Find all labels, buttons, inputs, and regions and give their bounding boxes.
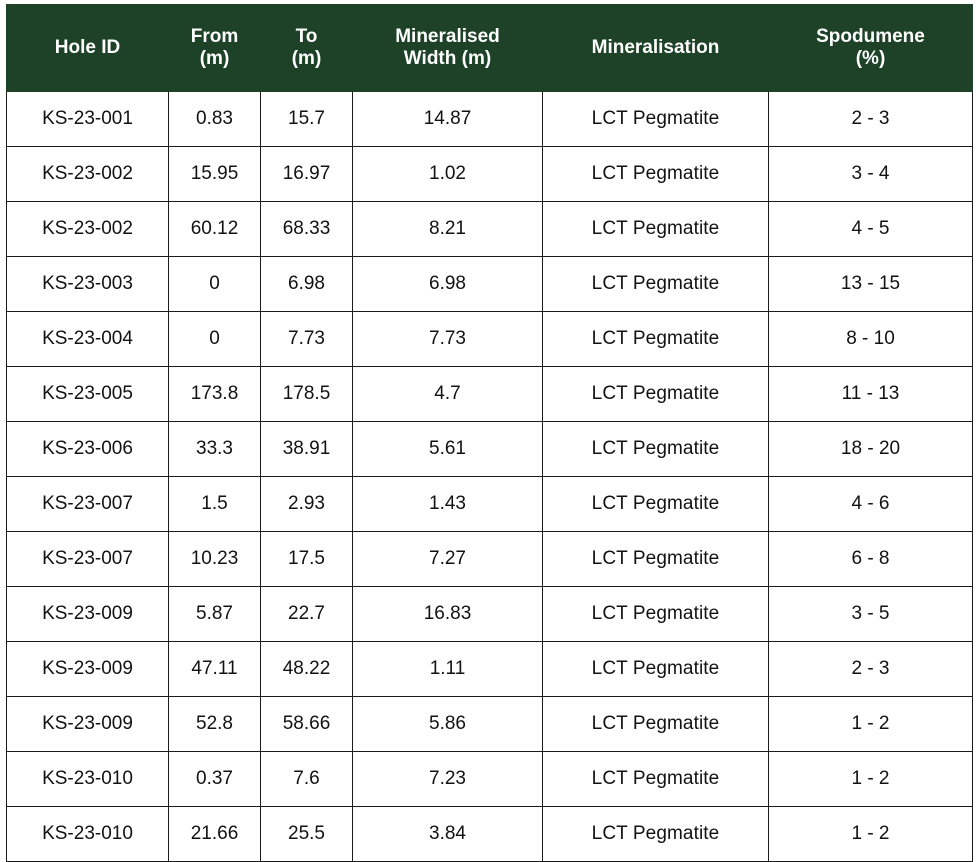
cell-to: 15.7 [261,92,353,147]
cell-to: 7.73 [261,312,353,367]
column-header-hole-id-label: Hole ID [54,37,121,59]
cell-from: 0 [169,312,261,367]
cell-spodumene: 1 - 2 [769,752,973,807]
table-row [7,697,973,752]
cell-hole-id: KS-23-001 [7,92,169,147]
cell-mineralised-width: 3.84 [353,807,543,862]
cell-to: 7.6 [261,752,353,807]
drill-results-table [6,4,973,862]
cell-spodumene: 8 - 10 [769,312,973,367]
cell-hole-id: KS-23-010 [7,752,169,807]
cell-hole-id: KS-23-007 [7,532,169,587]
cell-spodumene: 4 - 6 [769,477,973,532]
cell-hole-id: KS-23-009 [7,697,169,752]
cell-hole-id: KS-23-009 [7,642,169,697]
column-header-spodumene-label: Spodumene [816,26,925,48]
cell-hole-id: KS-23-002 [7,147,169,202]
cell-mineralisation: LCT Pegmatite [543,587,769,642]
cell-spodumene: 6 - 8 [769,532,973,587]
cell-to: 2.93 [261,477,353,532]
cell-from: 10.23 [169,532,261,587]
cell-spodumene: 3 - 4 [769,147,973,202]
cell-mineralised-width: 5.86 [353,697,543,752]
cell-hole-id: KS-23-005 [7,367,169,422]
column-header-to-label: To [295,26,318,48]
cell-mineralisation: LCT Pegmatite [543,752,769,807]
cell-mineralisation: LCT Pegmatite [543,477,769,532]
cell-hole-id: KS-23-003 [7,257,169,312]
table-row [7,147,973,202]
cell-hole-id: KS-23-004 [7,312,169,367]
cell-mineralised-width: 4.7 [353,367,543,422]
table-row [7,312,973,367]
cell-to: 17.5 [261,532,353,587]
cell-from: 21.66 [169,807,261,862]
cell-from: 173.8 [169,367,261,422]
cell-mineralised-width: 7.73 [353,312,543,367]
cell-to: 22.7 [261,587,353,642]
cell-mineralisation: LCT Pegmatite [543,422,769,477]
cell-hole-id: KS-23-002 [7,202,169,257]
cell-to: 48.22 [261,642,353,697]
cell-mineralisation: LCT Pegmatite [543,697,769,752]
cell-hole-id: KS-23-007 [7,477,169,532]
cell-from: 15.95 [169,147,261,202]
column-header-mineralisation-label: Mineralisation [591,37,720,59]
cell-mineralised-width: 14.87 [353,92,543,147]
cell-hole-id: KS-23-006 [7,422,169,477]
cell-mineralisation: LCT Pegmatite [543,312,769,367]
column-header-mineralised-width-label: Mineralised [395,26,500,48]
table-header-row [7,5,973,92]
cell-from: 0.83 [169,92,261,147]
cell-from: 60.12 [169,202,261,257]
cell-mineralised-width: 5.61 [353,422,543,477]
cell-to: 6.98 [261,257,353,312]
table-row [7,587,973,642]
cell-mineralised-width: 6.98 [353,257,543,312]
table-row [7,422,973,477]
column-header-to [261,5,353,92]
cell-spodumene: 11 - 13 [769,367,973,422]
cell-from: 5.87 [169,587,261,642]
table-body [7,92,973,862]
cell-spodumene: 1 - 2 [769,807,973,862]
column-header-from [169,5,261,92]
column-header-mineralisation [543,5,769,92]
cell-from: 52.8 [169,697,261,752]
cell-mineralised-width: 8.21 [353,202,543,257]
cell-mineralisation: LCT Pegmatite [543,807,769,862]
cell-spodumene: 13 - 15 [769,257,973,312]
table-row [7,807,973,862]
cell-mineralised-width: 1.43 [353,477,543,532]
cell-mineralisation: LCT Pegmatite [543,92,769,147]
table-row [7,477,973,532]
cell-mineralisation: LCT Pegmatite [543,367,769,422]
table-row [7,532,973,587]
column-header-from-label: From [190,26,239,48]
column-header-mineralised-width [353,5,543,92]
cell-to: 25.5 [261,807,353,862]
cell-mineralisation: LCT Pegmatite [543,147,769,202]
cell-hole-id: KS-23-009 [7,587,169,642]
cell-mineralised-width: 1.11 [353,642,543,697]
column-header-to-unit: (m) [291,48,322,69]
table-row [7,367,973,422]
cell-mineralised-width: 7.23 [353,752,543,807]
cell-from: 0.37 [169,752,261,807]
column-header-hole-id [7,5,169,92]
cell-to: 68.33 [261,202,353,257]
cell-spodumene: 18 - 20 [769,422,973,477]
cell-to: 16.97 [261,147,353,202]
table-row [7,642,973,697]
cell-mineralised-width: 1.02 [353,147,543,202]
cell-hole-id: KS-23-010 [7,807,169,862]
cell-spodumene: 2 - 3 [769,92,973,147]
cell-mineralised-width: 7.27 [353,532,543,587]
table-row [7,752,973,807]
cell-mineralisation: LCT Pegmatite [543,532,769,587]
table-row [7,202,973,257]
cell-spodumene: 4 - 5 [769,202,973,257]
table-header [7,5,973,92]
cell-spodumene: 3 - 5 [769,587,973,642]
cell-from: 1.5 [169,477,261,532]
cell-from: 33.3 [169,422,261,477]
cell-mineralisation: LCT Pegmatite [543,642,769,697]
cell-to: 178.5 [261,367,353,422]
cell-mineralised-width: 16.83 [353,587,543,642]
cell-to: 38.91 [261,422,353,477]
cell-mineralisation: LCT Pegmatite [543,257,769,312]
cell-mineralisation: LCT Pegmatite [543,202,769,257]
table-row [7,257,973,312]
column-header-mineralised-width-unit: Width (m) [403,48,492,69]
cell-from: 0 [169,257,261,312]
column-header-from-unit: (m) [199,48,230,69]
cell-from: 47.11 [169,642,261,697]
column-header-spodumene [769,5,973,92]
table-row [7,92,973,147]
cell-spodumene: 2 - 3 [769,642,973,697]
column-header-spodumene-unit: (%) [855,48,886,69]
cell-spodumene: 1 - 2 [769,697,973,752]
cell-to: 58.66 [261,697,353,752]
